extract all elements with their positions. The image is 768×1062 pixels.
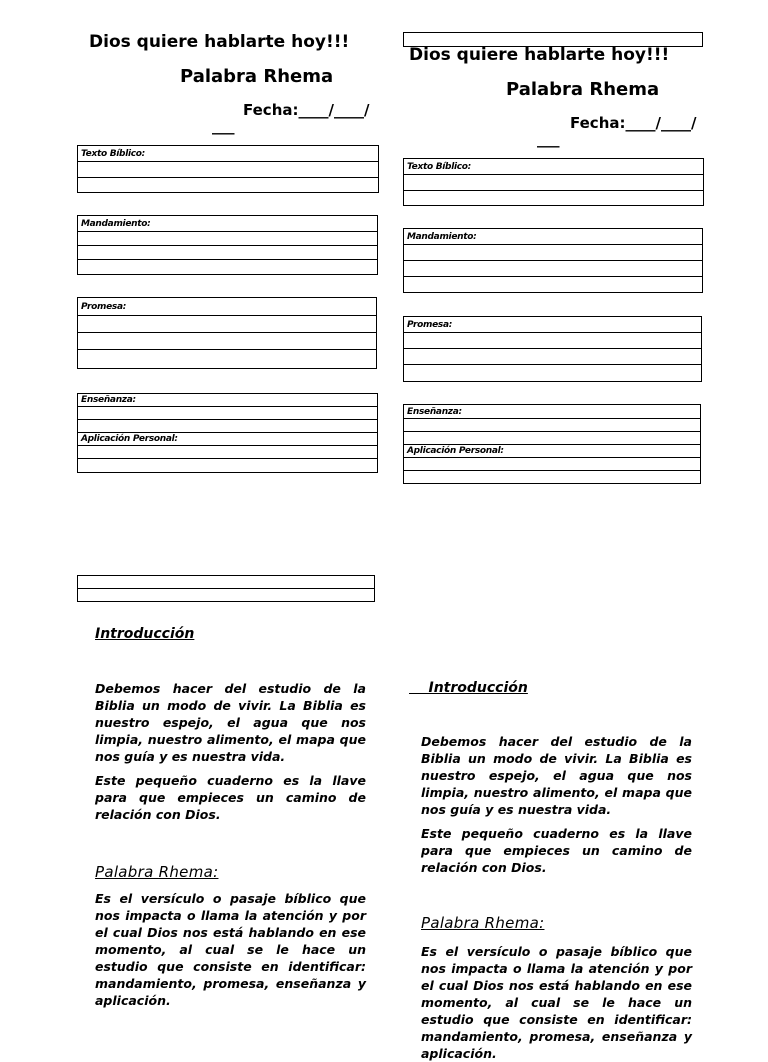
extra-line[interactable] (78, 576, 375, 589)
ensenanza-line[interactable] (78, 420, 378, 433)
date-label-left: Fecha:____/____/ (243, 101, 370, 119)
ensenanza-line[interactable] (404, 432, 701, 445)
mandamiento-line[interactable] (404, 245, 703, 261)
ensenanza-line[interactable] (78, 407, 378, 420)
intro-paragraph-1: Debemos hacer del estudio de la Biblia un modo de vivir. La Biblia es nuestro espejo, el agua que nos limpia, nuestro alimento, el mapa que nos guía y es nuestra vida. (421, 734, 692, 817)
rhema-heading-left: Palabra Rhema: (95, 863, 219, 881)
mandamiento-label: Mandamiento: (404, 229, 703, 245)
mandamiento-line[interactable] (78, 260, 378, 275)
ensenanza-line[interactable] (404, 419, 701, 432)
rhema-paragraph: Es el versículo o pasaje bíblico que nos impacta o llama la atención y por el cual Dios nos está hablando en ese momento, al cual se le hace un estudio que consiste en identificar: mandamiento, promesa, enseñanza y aplicación. (421, 944, 692, 1061)
intro-heading-left: Introducción (95, 626, 195, 642)
subtitle-right: Palabra Rhema (506, 79, 660, 100)
texto-biblico-line[interactable] (78, 178, 379, 193)
ensenanza-label: Enseñanza: (78, 394, 378, 407)
intro-heading-right-text: Introducción (428, 680, 528, 696)
aplicacion-line[interactable] (78, 446, 378, 459)
date-tail-right: ___ (537, 130, 560, 148)
rhema-body-right (421, 943, 692, 1062)
mandamiento-line[interactable] (404, 277, 703, 293)
date-tail-left: ___ (212, 117, 235, 135)
ensenanza-table-right (403, 404, 701, 484)
intro-body-right (421, 733, 692, 876)
intro-paragraph-2: Este pequeño cuaderno es la llave para que empieces un camino de relación con Dios. (421, 826, 692, 875)
subtitle-left: Palabra Rhema (180, 66, 334, 87)
mandamiento-table-right (403, 228, 703, 293)
extra-lines-left (77, 575, 375, 602)
aplicacion-line[interactable] (404, 458, 701, 471)
promesa-line[interactable] (404, 365, 702, 382)
intro-paragraph-1: Debemos hacer del estudio de la Biblia un modo de vivir. La Biblia es nuestro espejo, el agua que nos limpia, nuestro alimento, el mapa que nos guía y es nuestra vida. (95, 681, 366, 764)
promesa-line[interactable] (78, 316, 377, 333)
intro-paragraph-2: Este pequeño cuaderno es la llave para que empieces un camino de relación con Dios. (95, 773, 366, 822)
rhema-heading-right: Palabra Rhema: (421, 914, 545, 932)
ensenanza-label: Enseñanza: (404, 405, 701, 419)
promesa-line[interactable] (78, 350, 377, 369)
aplicacion-line[interactable] (404, 471, 701, 484)
page-title-right: Dios quiere hablarte hoy!!! (409, 45, 670, 65)
promesa-table-right (403, 316, 702, 382)
promesa-line[interactable] (404, 349, 702, 365)
mandamiento-label: Mandamiento: (78, 216, 378, 232)
texto-biblico-label: Texto Bíblico: (404, 159, 704, 175)
texto-biblico-table-left (77, 145, 379, 193)
texto-biblico-label: Texto Bíblico: (78, 146, 379, 162)
mandamiento-line[interactable] (404, 261, 703, 277)
page-title-left: Dios quiere hablarte hoy!!! (89, 32, 350, 52)
aplicacion-label: Aplicación Personal: (404, 445, 701, 458)
mandamiento-line[interactable] (78, 232, 378, 246)
texto-biblico-table-right (403, 158, 704, 206)
promesa-label: Promesa: (78, 298, 377, 316)
promesa-line[interactable] (404, 333, 702, 349)
ensenanza-table-left (77, 393, 378, 473)
promesa-table-left (77, 297, 377, 369)
texto-biblico-line[interactable] (404, 191, 704, 206)
aplicacion-label: Aplicación Personal: (78, 433, 378, 446)
texto-biblico-line[interactable] (78, 162, 379, 178)
extra-line[interactable] (78, 589, 375, 602)
promesa-line[interactable] (78, 333, 377, 350)
rhema-body-left (95, 890, 366, 1009)
intro-heading-right (409, 680, 528, 696)
rhema-paragraph: Es el versículo o pasaje bíblico que nos impacta o llama la atención y por el cual Dios nos está hablando en ese momento, al cual se le hace un estudio que consiste en identificar: mandamiento, promesa, enseñanza y aplicación. (95, 891, 366, 1008)
mandamiento-line[interactable] (78, 246, 378, 260)
promesa-label: Promesa: (404, 317, 702, 333)
mandamiento-table-left (77, 215, 378, 275)
texto-biblico-line[interactable] (404, 175, 704, 191)
aplicacion-line[interactable] (78, 459, 378, 473)
intro-body-left (95, 680, 366, 823)
date-label-right: Fecha:____/____/ (570, 114, 697, 132)
